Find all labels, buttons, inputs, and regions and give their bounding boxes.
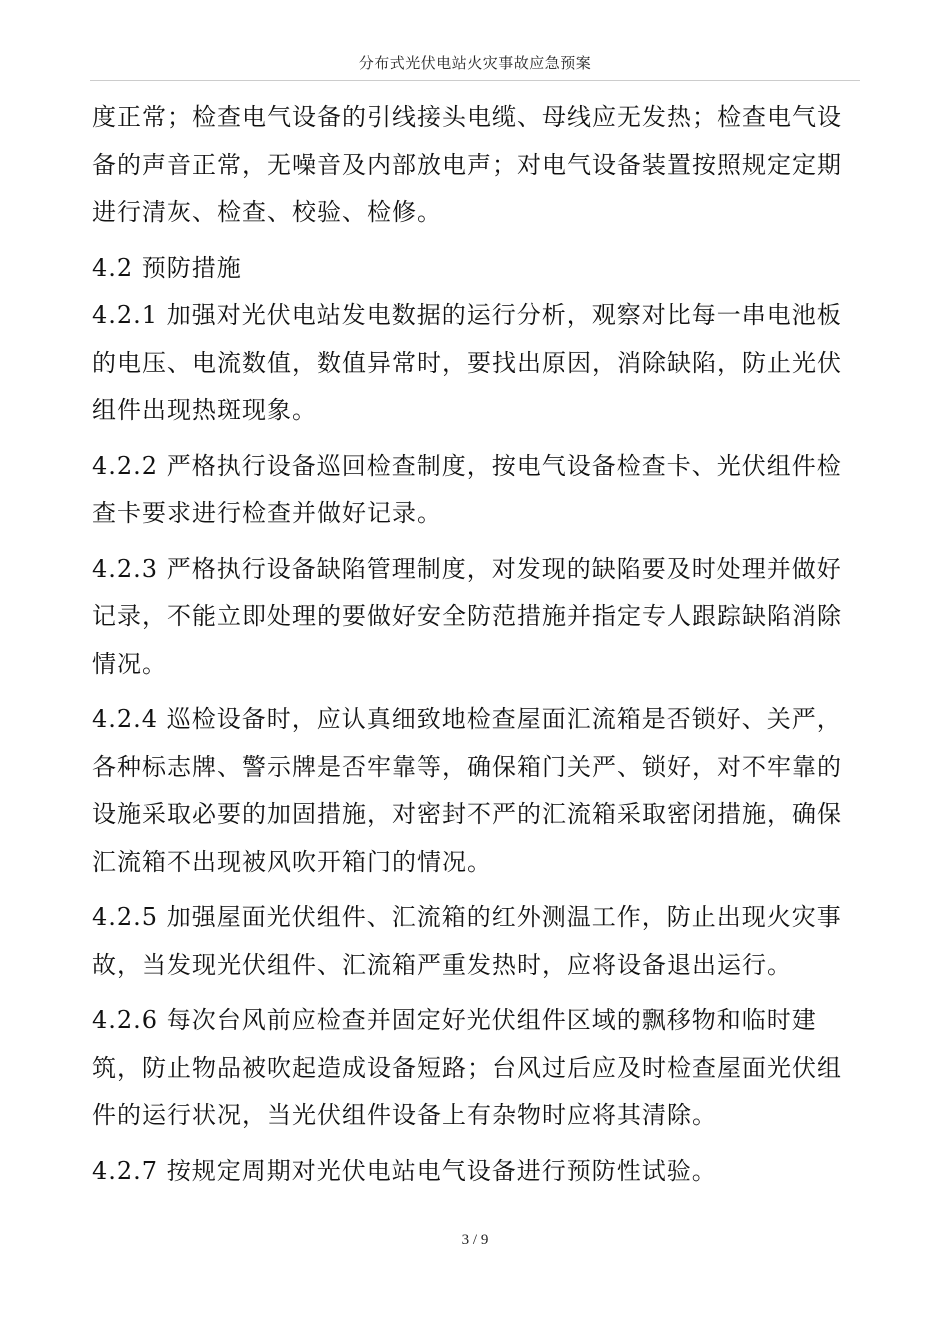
paragraph-line: 的电压、电流数值，数值异常时，要找出原因，消除缺陷，防止光伏: [92, 348, 842, 377]
paragraph-line: 情况。: [92, 649, 167, 678]
paragraph-line: 度正常；检查电气设备的引线接头电缆、母线应无发热；检查电气设: [92, 103, 842, 131]
page-header: 分布式光伏电站火灾事故应急预案: [358, 54, 592, 72]
paragraph-line: 各种标志牌、警示牌是否牢靠等，确保箱门关严、锁好，对不牢靠的: [92, 752, 842, 781]
paragraph-line: 记录，不能立即处理的要做好安全防范措施并指定专人跟踪缺陷消除: [92, 602, 842, 630]
paragraph-line: 4.2.3 严格执行设备缺陷管理制度，对发现的缺陷要及时处理并做好: [92, 554, 842, 583]
paragraph-line: 4.2.6 每次台风前应检查并固定好光伏组件区域的飘移物和临时建: [92, 1006, 817, 1034]
paragraph-line: 4.2.4 巡检设备时，应认真细致地检查屋面汇流箱是否锁好、关严，: [92, 705, 842, 733]
header-divider: [90, 80, 860, 81]
paragraph-line: 筑，防止物品被吹起造成设备短路；台风过后应及时检查屋面光伏组: [92, 1053, 842, 1082]
document-body: [92, 94, 858, 1195]
paragraph-line: 汇流箱不出现被风吹开箱门的情况。: [92, 847, 492, 876]
paragraph-line: 进行清灰、检查、校验、检修。: [92, 198, 442, 226]
section-heading: 4.2 预防措施: [92, 253, 242, 282]
paragraph-line: 查卡要求进行检查并做好记录。: [92, 499, 442, 527]
paragraph-line: 4.2.2 严格执行设备巡回检查制度，按电气设备检查卡、光伏组件检: [92, 451, 842, 480]
paragraph-line: 4.2.1 加强对光伏电站发电数据的运行分析，观察对比每一串电池板: [92, 301, 842, 329]
paragraph-line: 件的运行状况，当光伏组件设备上有杂物时应将其清除。: [92, 1101, 717, 1129]
paragraph-line: 故，当发现光伏组件、汇流箱严重发热时，应将设备退出运行。: [92, 950, 792, 979]
paragraph-line: 组件出现热斑现象。: [92, 396, 317, 424]
paragraph-line: 设施采取必要的加固措施，对密封不严的汇流箱采取密闭措施，确保: [92, 800, 842, 828]
paragraph-line: 4.2.7 按规定周期对光伏电站电气设备进行预防性试验。: [92, 1156, 717, 1185]
paragraph-line: 4.2.5 加强屋面光伏组件、汇流箱的红外测温工作，防止出现火灾事: [92, 903, 842, 931]
paragraph-line: 备的声音正常，无噪音及内部放电声；对电气设备装置按照规定定期: [92, 150, 842, 179]
page-number: 3 / 9: [461, 1232, 489, 1248]
